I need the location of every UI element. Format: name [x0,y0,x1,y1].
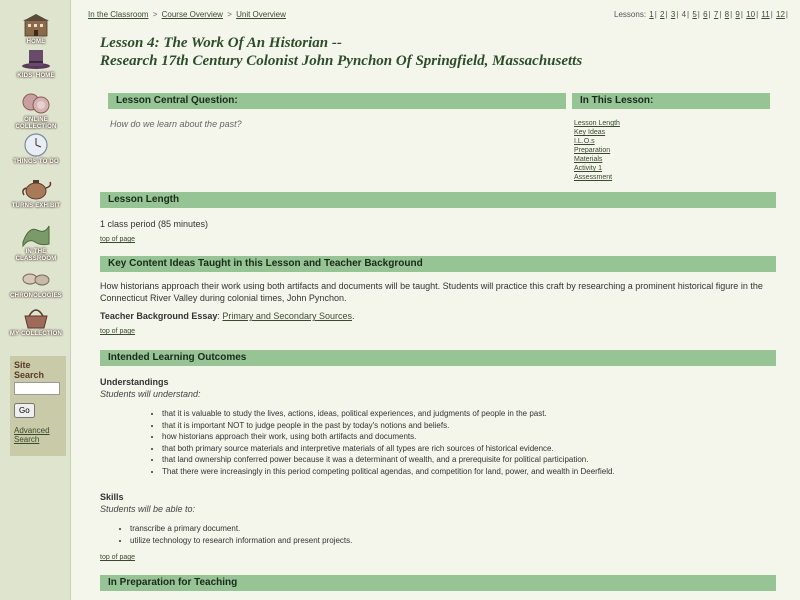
lesson-length-section [100,192,776,243]
preparation-heading: In Preparation for Teaching [100,575,776,591]
list-item: • that it is valuable to study the lives, actions, ideas, political experiences, and judgments of people in the past. [162,408,776,420]
sidebar-item-kids-home[interactable] [6,46,66,80]
skills-note: Students will be able to: [100,504,196,514]
lesson-link-2[interactable]: 2 [660,10,665,19]
page-title-line1: Lesson 4: The Work Of An Historian -- [100,35,342,51]
clock-icon [19,132,53,158]
lesson-link-12[interactable]: 12 [776,10,785,19]
skills-label: Skills [100,492,124,502]
sidebar-item-label: HOME [26,39,46,45]
sidebar-item-label: CHRONOLOGIES [10,293,62,299]
search-input[interactable] [14,382,60,395]
breadcrumb-in-the-classroom[interactable]: In the Classroom [88,10,149,19]
list-item: • utilize technology to research information and present projects. [130,535,776,547]
lesson-length-heading: Lesson Length [100,192,776,208]
central-question-heading: Lesson Central Question: [108,93,566,109]
understandings-list [100,408,776,477]
sidebar-item-label: MY COLLECTION [9,331,63,337]
outcomes-section [100,350,776,561]
sidebar-item-chronologies[interactable] [6,266,66,300]
toc-link-ilos[interactable]: I.L.O.s [574,138,595,145]
lesson-link-9[interactable]: 9 [735,10,740,19]
sidebar-item-label: TURNS EXHIBIT [11,203,61,209]
go-button[interactable]: Go [14,403,35,418]
lesson-link-11[interactable]: 11 [761,10,770,19]
lesson-link-3[interactable]: 3 [670,10,676,19]
in-this-lesson-list [574,119,770,182]
lesson-current-4: 4 [681,10,687,19]
skills-list [100,523,776,546]
page-title-line2: Research 17th Century Colonist John Pynchon Of Springfield, Massachusetts [100,53,583,69]
toc-link-key-ideas[interactable]: Key Ideas [574,129,606,136]
site-search-panel [10,356,66,456]
sidebar-item-things-to-do[interactable] [6,132,66,166]
essay-link[interactable]: Primary and Secondary Sources [222,311,352,321]
advanced-search-link[interactable]: Advanced Search [14,426,50,444]
list-item: • That there were increasingly in this period competing political agendas, and competition for land, power, and wealth in Deerfield. [162,466,776,478]
sidebar-item-my-collection[interactable] [6,304,66,338]
top-bar [88,10,788,22]
hat-icon [19,46,53,72]
breadcrumb-unit-overview[interactable]: Unit Overview [236,10,286,19]
sidebar-item-label: THINGS TO DO [13,159,59,165]
essay-label: Teacher Background Essay [100,311,218,321]
central-question-panel [108,93,566,129]
shells-icon [19,266,53,292]
preparation-section [100,575,776,591]
house-icon [19,12,53,38]
list-item: • how historians approach their work, using both artifacts and documents. [162,431,776,443]
toc-link-materials[interactable]: Materials [574,156,603,163]
basket-icon [19,304,53,330]
list-item: • that both primary source materials and interpretive materials of all types are rich sources of historical evidence. [162,443,776,455]
breadcrumb [88,10,286,19]
sidebar-item-label: KIDS' HOME [17,73,55,79]
toc-link-preparation[interactable]: Preparation [574,147,611,154]
lesson-pager: Lessons: 1| 2| 3| 4| 5| 6| 7| 8| 9| 10| 11| 12| [614,10,788,19]
lesson-link-5[interactable]: 5 [692,10,697,19]
list-item: • that it is important NOT to judge people in the past by today's notions and beliefs. [162,420,776,432]
lesson-link-10[interactable]: 10 [746,10,756,19]
breadcrumb-separator: > [227,10,232,19]
sidebar-item-home[interactable] [6,12,66,46]
breadcrumb-course-overview[interactable]: Course Overview [161,10,223,19]
top-of-page-link[interactable]: top of page [100,236,136,243]
sidebar-item-label: IN THE CLASSROOM [15,249,57,262]
lesson-length-text: 1 class period (85 minutes) [100,219,209,229]
list-item: • that land ownership conferred power because it was a determinant of wealth, and a prerequisite for political participation. [162,454,776,466]
sidebar-item-turns-exhibit[interactable] [6,176,66,210]
list-item: • transcribe a primary document. [130,523,776,535]
understandings-label: Understandings [100,377,169,387]
sidebar-item-in-the-classroom[interactable] [6,222,66,263]
map-icon [19,222,53,248]
toc-link-lesson-length[interactable]: Lesson Length [574,120,620,127]
top-of-page-link[interactable]: top of page [100,328,136,335]
understandings-note: Students will understand: [100,389,201,399]
lessons-label: Lessons: [614,10,647,19]
key-content-text: How historians approach their work using both artifacts and documents will be taught. Students will practice this craft by researching a prominent historical figure in the Connecticut River Valley during colonial times, John Pynchon. [100,281,763,303]
lesson-link-6[interactable]: 6 [703,10,708,19]
sidebar-item-label: ONLINE COLLECTION [15,117,57,130]
teapot-icon [19,176,53,202]
sidebar-nav [0,0,71,600]
toc-link-activity-1[interactable]: Activity 1 [574,165,603,172]
site-search-label: Site Search [14,360,45,380]
page-title [100,34,776,70]
main-content [100,34,776,588]
key-content-heading: Key Content Ideas Taught in this Lesson and Teacher Background [100,256,776,272]
central-question-text: How do we learn about the past? [110,119,242,129]
key-content-section: Key Content Ideas Taught in this Lesson and Teacher Background How historians approach their work using both artifacts and documents will be taught. Students will practice this craft by researching a prominent historical figure in the Connecticut River Valley during colonial times, John Pynchon. Teacher Background Essay: Primary and Secondary Sources. top of page [100,256,776,335]
sidebar-item-online-collection[interactable] [6,90,66,131]
outcomes-heading: Intended Learning Outcomes [100,350,776,366]
lesson-link-1[interactable]: 1 [649,10,654,19]
in-this-lesson-panel [572,93,770,182]
toc-link-assessment[interactable]: Assessment [574,174,613,181]
lesson-link-8[interactable]: 8 [724,10,730,19]
in-this-lesson-heading: In This Lesson: [572,93,770,109]
breadcrumb-separator: > [152,10,158,19]
top-of-page-link[interactable]: top of page [100,554,136,561]
lesson-link-7[interactable]: 7 [713,10,719,19]
plates-icon [19,90,53,116]
